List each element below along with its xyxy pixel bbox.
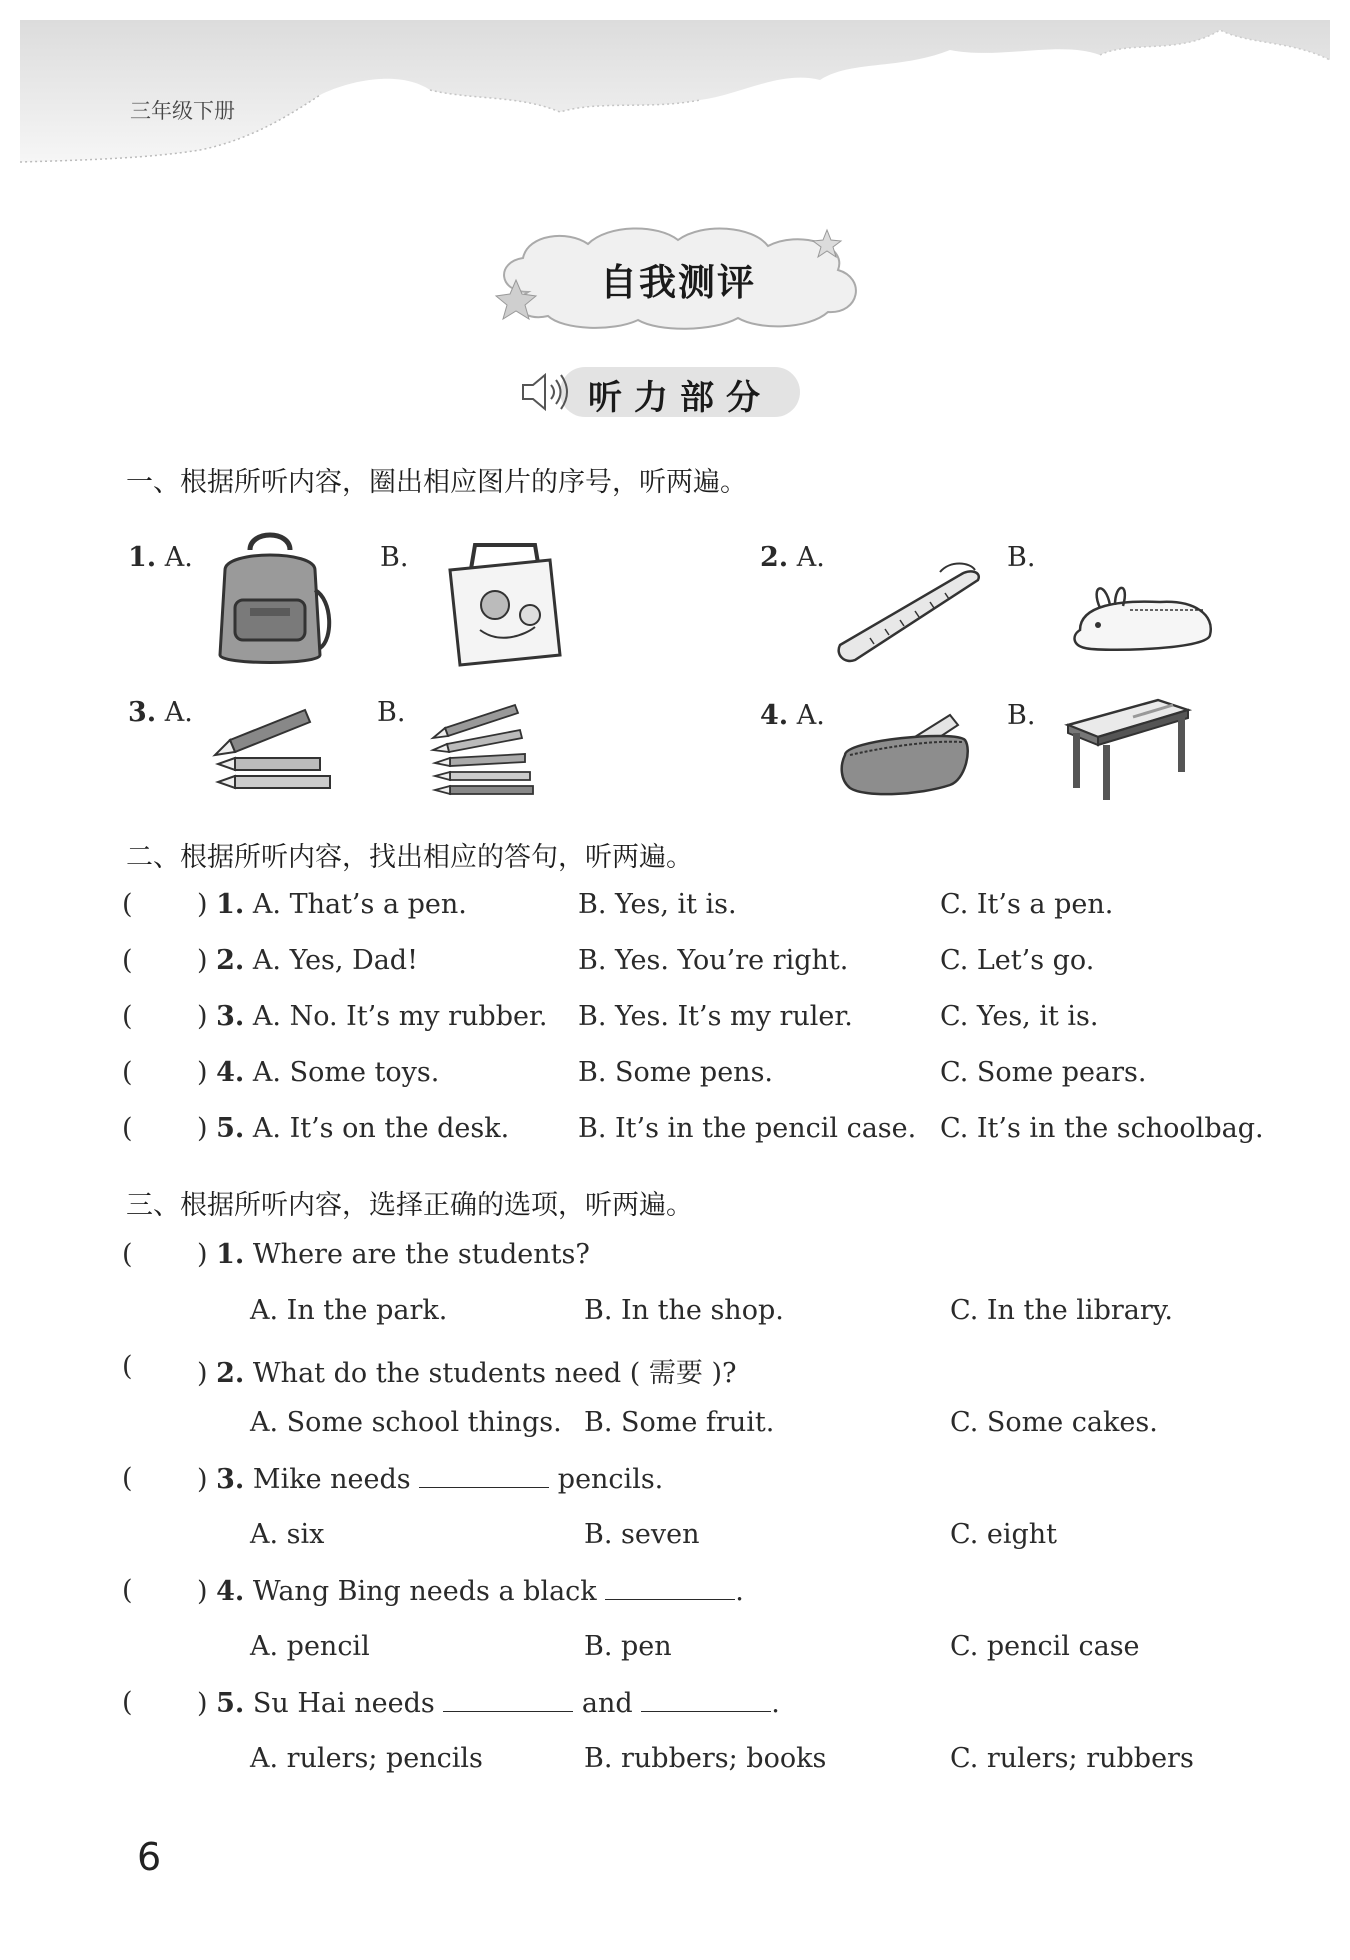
option-c: C. pencil case [950,1631,1140,1662]
answer-bracket-open[interactable]: ( [122,945,133,976]
s3-options-5 [122,1743,1302,1783]
s2-question-5: ( ) 5. A. It’s on the desk. B. It’s in the pencil case. C. It’s in the schoolbag. [122,1113,1264,1144]
answer-bracket-open[interactable]: ( [122,1351,133,1382]
option-a: A. It’s on the desk. [252,1113,510,1144]
s2-question-4: ( ) 4. A. Some toys. B. Some pens. C. Some pears. [122,1057,1147,1088]
option-a: A. That’s a pen. [252,889,467,920]
tote-bag-icon[interactable] [440,535,565,670]
section1-heading: 一、根据所听内容，圈出相应图片的序号，听两遍。 [126,467,747,498]
item1-a-label: 1. A. [128,542,193,573]
answer-bracket-close: ) [197,889,208,920]
answer-bracket-open[interactable]: ( [122,1113,133,1144]
section-subtitle: 听力部分 [588,378,772,418]
option-b: B. pen [584,1631,672,1662]
backpack-icon[interactable] [205,530,335,670]
pencil-case-icon[interactable] [840,710,975,800]
page-title: 自我测评 [600,261,756,304]
answer-bracket-open[interactable]: ( [122,1239,133,1270]
section3-heading: 三、根据所听内容，选择正确的选项，听两遍。 [126,1190,693,1221]
rabbit-pencil-case-icon[interactable] [1060,580,1220,660]
grade-label: 三年级下册 [130,99,235,123]
option-a: A. In the park. [250,1295,448,1326]
section2-heading: 二、根据所听内容，找出相应的答句，听两遍。 [126,842,693,873]
option-b: B. In the shop. [584,1295,784,1326]
option-b: B. It’s in the pencil case. [578,1113,917,1144]
answer-bracket-open[interactable]: ( [122,1463,133,1494]
option-c: C. It’s in the schoolbag. [940,1113,1264,1144]
item3-b-label: B. [377,697,406,728]
option-c: C. rulers; rubbers [950,1743,1194,1774]
answer-bracket-open[interactable]: ( [122,1001,133,1032]
option-c: C. In the library. [950,1295,1174,1326]
item4-b-label: B. [1007,700,1036,731]
question-text: Where are the students? [252,1239,590,1270]
answer-bracket-open[interactable]: ( [122,889,133,920]
option-b: B. seven [584,1519,700,1550]
s3-question-5: ( ) 5. Su Hai needs and . [122,1687,780,1719]
answer-bracket-open[interactable]: ( [122,1057,133,1088]
option-c: C. Some cakes. [950,1407,1158,1438]
s3-question-3: ( ) 3. Mike needs pencils. [122,1463,664,1495]
s3-options-2 [122,1407,1302,1447]
option-c: C. Some pears. [940,1057,1147,1088]
option-b: B. Yes, it is. [578,889,737,920]
s2-question-3: ( ) 3. A. No. It’s my rubber. B. Yes. It’s my ruler. C. Yes, it is. [122,1001,1099,1032]
option-c: C. Yes, it is. [940,1001,1099,1032]
option-b: B. Some fruit. [584,1407,775,1438]
s3-options-4 [122,1631,1302,1671]
option-c: C. eight [950,1519,1057,1550]
s2-question-2: ( ) 2. A. Yes, Dad! B. Yes. You’re right. C. Let’s go. [122,945,1095,976]
option-b: B. Some pens. [578,1057,774,1088]
option-a: A. Yes, Dad! [252,945,418,976]
speaker-icon [523,375,567,409]
s3-question-2: ( ) 2. What do the students need ( 需要 )? [122,1351,737,1389]
option-a: A. pencil [250,1631,370,1662]
option-b: B. Yes. You’re right. [578,945,849,976]
fill-blank[interactable] [443,1687,573,1712]
fill-blank[interactable] [419,1463,549,1488]
fill-blank[interactable] [641,1687,771,1712]
option-c: C. Let’s go. [940,945,1095,976]
item2-a-label: 2. A. [760,542,825,573]
item3-a-label: 3. A. [128,697,193,728]
option-b: B. rubbers; books [584,1743,827,1774]
s3-question-4: ( ) 4. Wang Bing needs a black . [122,1575,744,1607]
three-pencils-icon[interactable] [210,700,340,792]
option-b: B. Yes. It’s my ruler. [578,1001,853,1032]
desk-icon[interactable] [1063,695,1193,805]
fill-blank[interactable] [605,1575,735,1600]
header-cloud-band [0,0,1350,175]
s3-options-1 [122,1295,1302,1335]
item4-a-label: 4. A. [760,700,825,731]
dolphin-ruler-icon[interactable] [830,560,985,665]
option-a: A. six [250,1519,325,1550]
item1-b-label: B. [380,542,409,573]
item2-b-label: B. [1007,542,1036,573]
option-a: A. rulers; pencils [250,1743,483,1774]
answer-bracket-open[interactable]: ( [122,1575,133,1606]
s2-question-1: ( ) 1. A. That’s a pen. B. Yes, it is. C. It’s a pen. [122,889,1114,920]
option-c: C. It’s a pen. [940,889,1114,920]
five-pencils-icon[interactable] [425,700,550,798]
question-text: What do the students need ( 需要 )? [252,1358,737,1389]
s3-options-3 [122,1519,1302,1559]
option-a: A. No. It’s my rubber. [252,1001,548,1032]
option-a: A. Some school things. [250,1407,562,1438]
page-number: 6 [137,1835,162,1879]
s3-question-1: ( ) 1. Where are the students? [122,1239,590,1270]
option-a: A. Some toys. [252,1057,440,1088]
answer-bracket-open[interactable]: ( [122,1687,133,1718]
